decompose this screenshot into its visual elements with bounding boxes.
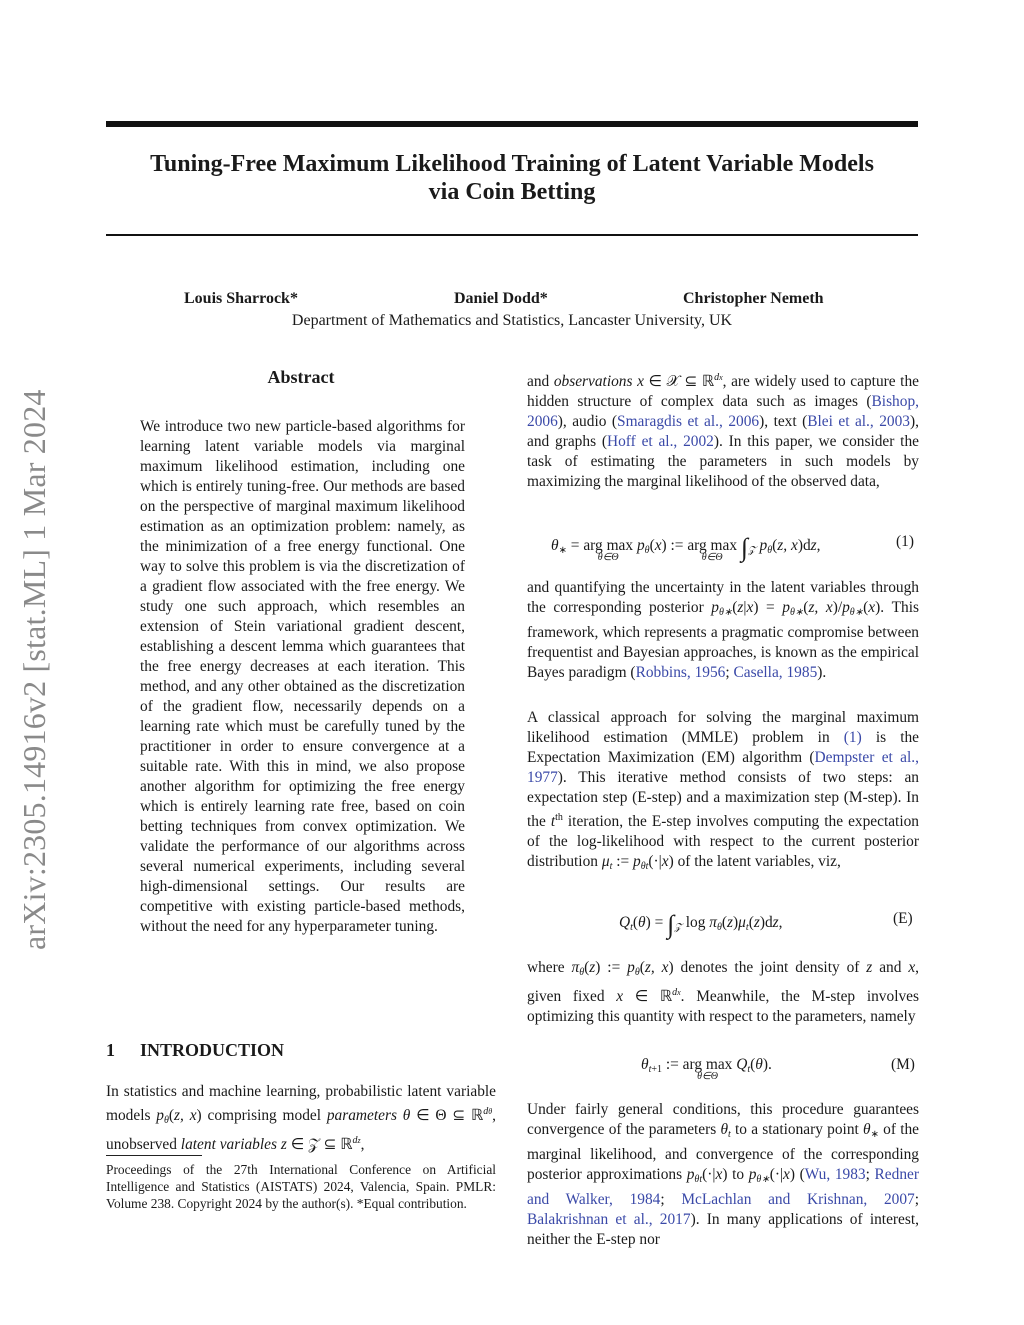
arxiv-stamp: arXiv:2305.14916v2 [stat.ML] 1 Mar 2024 [16,389,52,950]
citation-link[interactable]: Dempster et al., 1977 [527,749,919,786]
right-paragraph-5: Under fairly general conditions, this procedure guarantees convergence of the parameters $\theta_t$ to a stationary point $\theta_∗$ of the marginal likelihood, and convergence of the corresponding posterior approximations $p_{\theta t}(\cdot|x)$ to $p_{\theta∗}(\cdot|x)$ (Wu, 1983; Redner and Walker, 1984; McLachlan and Krishnan, 2007; Balakrishnan et al., 2017). In many applications of interest, neither the E-step nor [527,1101,920,1248]
citation-link[interactable]: Bishop, 2006 [527,393,919,430]
citation-link[interactable]: Blei et al., 2003 [807,413,911,430]
right-paragraph-1: and observations x ∈ 𝒳 ⊆ ℝ$^{dx}$, are widely used to capture the hidden structure of complex data such as images (Bishop, 2006), audio (Smaragdis et al., 2006), text (Blei et al., 2003), and graphs (Hoff et al., 2002). In this paper, we consider the task of estimating the parameters in such models by maximizing the marginal likelihood of the observed data, [527,372,919,490]
equation-1: $\theta_∗$ = arg max θ∈Θ $p_\theta(x)$ := arg max θ∈Θ $\int_𝒵$ $p_\theta(z$, x)dz, [551,533,821,563]
title-bottom-rule [106,234,918,236]
equation-M-label: (M) [891,1056,915,1073]
title-top-rule [106,121,918,127]
equation-M: $\theta_{t+1}$ := arg max θ∈Θ $Q_t(\theta)$. [641,1056,772,1082]
author-2: Daniel Dodd* [454,290,548,307]
equation-ref-link[interactable]: (1) [843,729,862,746]
citation-link[interactable]: Casella, 1985 [733,664,818,681]
author-1: Louis Sharrock* [184,290,298,307]
affiliation: Department of Mathematics and Statistics, Lancaster University, UK [291,312,733,329]
paper-title: Tuning-Free Maximum Likelihood Training of Latent Variable Models via Coin Betting [150,151,874,205]
citation-link[interactable]: Redner and Walker, 1984 [527,1166,919,1208]
section-heading: 1 INTRODUCTION [106,1040,285,1060]
abstract-text: We introduce two new particle-based algorithms for learning latent variable models via marginal maximum likelihood estimation, including one which is entirely tuning-free. Our methods are based on the perspective of marginal maximum likelihood estimation as an optimization problem: namely, as the minimization of a free energy functional. One way to solve this problem is via the discretization of a gradient flow associated with the free energy. We study one such approach, which resembles an extension of Stein variational gradient descent, establishing a descent lemma which guarantees that the free energy decreases at each iteration. This method, and any other obtained as the discretization of the gradient flow, necessarily depends on a learning rate which must be carefully tuned by the practitioner in order to ensure convergence at a suitable rate. With this in mind, we also propose another algorithm for optimizing the free energy which is entirely learning rate free, based on coin betting techniques from convex optimization. We validate the performance of our algorithms across several numerical experiments, including several high-dimensional settings. Our results are competitive with existing particle-based methods, without the need for any hyperparameter tuning. [140,418,465,935]
right-paragraph-4: where $\pi_\theta(z)$ := $p_\theta(z$, x) denotes the joint density of z and x, given fixed x ∈ ℝ$^{dx}$. Meanwhile, the M-step involves optimizing this quantity with respect to the parameters, namely [527,959,920,1025]
citation-link[interactable]: Wu, 1983 [804,1166,866,1183]
citation-link[interactable]: McLachlan and Krishnan, 2007 [681,1191,915,1208]
citation-link[interactable]: Robbins, 1956 [635,664,726,681]
citation-link[interactable]: Smaragdis et al., 2006 [617,413,760,430]
right-paragraph-3: A classical approach for solving the marginal maximum likelihood estimation (MMLE) problem in (1) is the Expectation Maximization (EM) algorithm (Dempster et al., 1977). This iterative method consists of two steps: an expectation step (E-step) and a maximization step (M-step). In the $t^{th}$ iteration, the E-step involves computing the expectation of the log-likelihood with respect to the current posterior distribution $\mu_t$ := $p_{\theta t}(\cdot|x)$ of the latent variables, viz, [527,709,920,872]
equation-E: $Q_t(\theta) = \int_𝒵$ $\log \pi_\theta(z)\mu_t(z)dz$, [619,910,783,939]
footnote: Proceedings of the 27th International Conference on Artificial Intelligence and Statistics (AISTATS) 2024, Valencia, Spain. PMLR: Volume 238. Copyright 2024 by the author(s). *Equal contribution. [106,1162,496,1211]
citation-link[interactable]: Balakrishnan et al., 2017 [527,1211,691,1228]
equation-E-label: (E) [893,910,913,927]
abstract-heading: Abstract [267,367,335,387]
citation-link[interactable]: Hoff et al., 2002 [606,433,714,450]
intro-paragraph: In statistics and machine learning, probabilistic latent variable models $p_\theta(z$, x) comprising model parameters θ ∈ Θ ⊆ ℝ$^{d\theta}$, unobserved latent variables z ∈ 𝒵 ⊆ ℝ$^{dz}$, [106,1083,496,1153]
author-3: Christopher Nemeth [683,290,824,307]
equation-1-label: (1) [896,533,914,550]
footnote-rule [106,1155,202,1156]
right-paragraph-2: and quantifying the uncertainty in the latent variables through the corresponding posterior $p_{\theta∗}(z|x) = p_{\theta∗}(z$, $x)/p_{\theta∗}(x)$. This framework, which represents a pragmatic compromise between frequentist and Bayesian approaches, is known as the empirical Bayes paradigm (Robbins, 1956; Casella, 1985). [527,579,919,681]
